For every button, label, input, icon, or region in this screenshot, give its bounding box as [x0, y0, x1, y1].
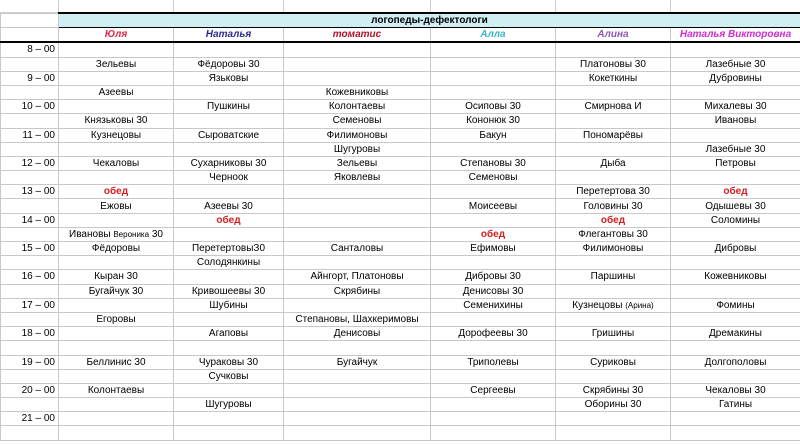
schedule-cell[interactable]: Азеевы — [59, 85, 174, 99]
schedule-cell[interactable] — [174, 227, 284, 241]
column-header-yulia[interactable]: Юля — [59, 28, 174, 43]
schedule-cell[interactable]: Сухарниковы 30 — [174, 156, 284, 170]
schedule-cell[interactable]: Ивановы — [671, 114, 800, 128]
schedule-cell[interactable]: Фёдоровы — [59, 242, 174, 256]
schedule-cell[interactable]: Соломины — [671, 213, 800, 227]
table-row — [1, 171, 800, 185]
corner-cell[interactable] — [1, 13, 59, 28]
schedule-table — [0, 12, 800, 441]
table-row — [1, 57, 800, 71]
schedule-cell[interactable] — [59, 398, 174, 412]
schedule-cell[interactable]: обед — [431, 227, 556, 241]
schedule-cell[interactable] — [556, 426, 671, 440]
schedule-cell[interactable]: Сыроватские — [174, 128, 284, 142]
schedule-cell[interactable] — [284, 383, 431, 397]
schedule-cell[interactable] — [671, 256, 800, 270]
table-row — [1, 256, 800, 270]
column-header-alla[interactable]: Алла — [431, 28, 556, 43]
schedule-cell[interactable] — [284, 199, 431, 213]
schedule-cell[interactable]: обед — [671, 185, 800, 199]
schedule-cell[interactable] — [556, 142, 671, 156]
table-row — [1, 270, 800, 284]
schedule-cell[interactable] — [556, 412, 671, 426]
schedule-cell[interactable]: Дибровы — [671, 242, 800, 256]
schedule-cell[interactable]: Филимоновы — [556, 242, 671, 256]
schedule-cell[interactable] — [59, 412, 174, 426]
schedule-cell[interactable]: Солодянкины — [174, 256, 284, 270]
time-cell[interactable] — [1, 85, 59, 99]
schedule-cell[interactable]: Кривошеевы 30 — [174, 284, 284, 298]
schedule-cell[interactable] — [174, 85, 284, 99]
schedule-cell[interactable]: Гатины — [671, 398, 800, 412]
schedule-cell[interactable] — [174, 142, 284, 156]
schedule-cell[interactable] — [671, 426, 800, 440]
schedule-cell[interactable] — [174, 412, 284, 426]
schedule-cell[interactable] — [284, 185, 431, 199]
schedule-cell[interactable]: Азеевы 30 — [174, 199, 284, 213]
schedule-cell[interactable]: Айнгорт, Платоновы — [284, 270, 431, 284]
table-row — [1, 199, 800, 213]
schedule-cell[interactable] — [59, 369, 174, 383]
schedule-cell[interactable] — [284, 42, 431, 57]
time-cell[interactable]: 15 – 00 — [1, 242, 59, 256]
schedule-cell[interactable] — [284, 213, 431, 227]
schedule-cell[interactable]: Перетертова 30 — [556, 185, 671, 199]
schedule-cell[interactable] — [556, 284, 671, 298]
schedule-cell[interactable]: Кожевниковы — [671, 270, 800, 284]
schedule-cell[interactable] — [556, 171, 671, 185]
schedule-cell[interactable]: обед — [556, 213, 671, 227]
time-cell[interactable] — [1, 284, 59, 298]
time-cell[interactable]: 11 – 00 — [1, 128, 59, 142]
time-cell[interactable]: 20 – 00 — [1, 383, 59, 397]
schedule-cell[interactable] — [556, 312, 671, 326]
schedule-cell[interactable]: Осиповы 30 — [431, 100, 556, 114]
schedule-cell[interactable] — [284, 71, 431, 85]
schedule-cell[interactable]: Чураковы 30 — [174, 355, 284, 369]
schedule-cell[interactable]: Кононюк 30 — [431, 114, 556, 128]
schedule-cell[interactable]: Бугайчук 30 — [59, 284, 174, 298]
schedule-cell[interactable]: Князьковы 30 — [59, 114, 174, 128]
time-cell[interactable] — [1, 398, 59, 412]
time-cell[interactable] — [1, 256, 59, 270]
table-row — [1, 355, 800, 369]
table-row — [1, 369, 800, 383]
table-row — [1, 341, 800, 355]
table-row — [1, 42, 800, 57]
schedule-cell[interactable]: Бугайчук — [284, 355, 431, 369]
table-row — [1, 284, 800, 298]
schedule-cell[interactable]: Ефимовы — [431, 242, 556, 256]
table-row — [1, 426, 800, 440]
time-cell[interactable]: 18 – 00 — [1, 327, 59, 341]
time-cell[interactable]: 10 – 00 — [1, 100, 59, 114]
schedule-cell[interactable]: ПеретертовыЗ0 — [174, 242, 284, 256]
time-cell[interactable] — [1, 341, 59, 355]
schedule-cell[interactable] — [59, 298, 174, 312]
table-row — [1, 242, 800, 256]
schedule-cell[interactable]: Агаповы — [174, 327, 284, 341]
schedule-cell[interactable]: Ивановы Вероника 30 — [59, 227, 174, 241]
schedule-cell[interactable] — [59, 42, 174, 57]
schedule-cell[interactable]: Михалевы 30 — [671, 100, 800, 114]
schedule-cell[interactable] — [174, 185, 284, 199]
schedule-cell[interactable]: Оборины 30 — [556, 398, 671, 412]
schedule-cell[interactable]: Черноок — [174, 171, 284, 185]
schedule-cell[interactable]: Степановы 30 — [431, 156, 556, 170]
time-cell[interactable] — [1, 57, 59, 71]
schedule-cell[interactable]: Дубровины — [671, 71, 800, 85]
schedule-cell[interactable] — [284, 426, 431, 440]
schedule-cell[interactable]: Колонтаевы — [59, 383, 174, 397]
table-row — [1, 227, 800, 241]
schedule-cell[interactable]: Триполевы — [431, 355, 556, 369]
schedule-cell[interactable]: Денисовы — [284, 327, 431, 341]
schedule-cell[interactable] — [59, 256, 174, 270]
schedule-cell[interactable]: Егоровы — [59, 312, 174, 326]
column-header-alina[interactable]: Алина — [556, 28, 671, 43]
schedule-cell[interactable] — [284, 341, 431, 355]
schedule-cell[interactable] — [671, 128, 800, 142]
schedule-cell[interactable]: Колонтаевы — [284, 100, 431, 114]
schedule-cell[interactable]: Флегантовы 30 — [556, 227, 671, 241]
schedule-cell[interactable]: Санталовы — [284, 242, 431, 256]
schedule-cell[interactable] — [59, 100, 174, 114]
schedule-cell[interactable] — [431, 426, 556, 440]
schedule-cell[interactable]: Чекаловы — [59, 156, 174, 170]
table-row — [1, 128, 800, 142]
schedule-cell[interactable]: Паршины — [556, 270, 671, 284]
schedule-cell[interactable] — [284, 412, 431, 426]
schedule-cell[interactable]: Суриковы — [556, 355, 671, 369]
schedule-cell[interactable]: Сергеевы — [431, 383, 556, 397]
schedule-cell[interactable]: Семенихины — [431, 298, 556, 312]
time-cell[interactable]: 19 – 00 — [1, 355, 59, 369]
schedule-cell[interactable]: обед — [59, 185, 174, 199]
schedule-cell[interactable]: Шугуровы — [284, 142, 431, 156]
schedule-cell[interactable]: Пушкины — [174, 100, 284, 114]
table-row — [1, 398, 800, 412]
schedule-cell[interactable] — [59, 142, 174, 156]
schedule-cell[interactable]: Дремакины — [671, 327, 800, 341]
schedule-cell[interactable] — [59, 327, 174, 341]
schedule-cell[interactable]: Смирнова И — [556, 100, 671, 114]
schedule-cell[interactable] — [431, 312, 556, 326]
schedule-cell[interactable]: Лазебные 30 — [671, 142, 800, 156]
schedule-cell[interactable] — [284, 398, 431, 412]
schedule-cell[interactable] — [59, 426, 174, 440]
time-cell[interactable]: 13 – 00 — [1, 185, 59, 199]
schedule-cell[interactable] — [284, 298, 431, 312]
schedule-cell[interactable]: Степановы, Шахкеримовы — [284, 312, 431, 326]
schedule-cell[interactable]: Зельевы — [59, 57, 174, 71]
schedule-cell[interactable] — [556, 114, 671, 128]
schedule-cell[interactable] — [59, 71, 174, 85]
table-row — [1, 71, 800, 85]
schedule-cell[interactable] — [431, 369, 556, 383]
schedule-cell[interactable] — [671, 412, 800, 426]
time-cell[interactable]: 21 – 00 — [1, 412, 59, 426]
table-row — [1, 142, 800, 156]
schedule-cell[interactable]: Скрябины — [284, 284, 431, 298]
schedule-cell[interactable] — [431, 213, 556, 227]
schedule-cell[interactable] — [556, 85, 671, 99]
schedule-cell[interactable] — [174, 341, 284, 355]
table-row — [1, 327, 800, 341]
schedule-cell[interactable]: Бакун — [431, 128, 556, 142]
schedule-cell[interactable] — [431, 85, 556, 99]
column-header-natalia[interactable]: Наталья — [174, 28, 284, 43]
time-cell[interactable]: 8 – 00 — [1, 42, 59, 57]
title-row — [1, 13, 800, 28]
schedule-cell[interactable]: Сучковы — [174, 369, 284, 383]
schedule-cell[interactable]: Дибровы 30 — [431, 270, 556, 284]
schedule-cell[interactable] — [556, 256, 671, 270]
schedule-cell[interactable]: Шубины — [174, 298, 284, 312]
schedule-cell[interactable]: обед — [174, 213, 284, 227]
time-cell[interactable]: 16 – 00 — [1, 270, 59, 284]
schedule-cell[interactable]: Филимоновы — [284, 128, 431, 142]
schedule-cell[interactable] — [284, 369, 431, 383]
schedule-cell[interactable]: Одышевы 30 — [671, 199, 800, 213]
schedule-cell[interactable] — [431, 341, 556, 355]
column-header-natalia-viktorovna[interactable]: Наталья Викторовна — [671, 28, 800, 43]
schedule-cell[interactable]: Кузнецовы — [59, 128, 174, 142]
schedule-cell[interactable]: Дыба — [556, 156, 671, 170]
schedule-cell[interactable] — [431, 142, 556, 156]
schedule-cell[interactable]: Головины 30 — [556, 199, 671, 213]
table-row — [1, 412, 800, 426]
schedule-cell[interactable]: Долгополовы — [671, 355, 800, 369]
time-cell[interactable] — [1, 199, 59, 213]
schedule-cell[interactable] — [431, 185, 556, 199]
schedule-cell[interactable]: Ежовы — [59, 199, 174, 213]
schedule-cell[interactable]: Беллинис 30 — [59, 355, 174, 369]
schedule-cell[interactable]: Кокеткины — [556, 71, 671, 85]
schedule-cell[interactable] — [671, 341, 800, 355]
schedule-cell[interactable]: Фомины — [671, 298, 800, 312]
table-row — [1, 85, 800, 99]
schedule-cell[interactable] — [284, 227, 431, 241]
schedule-cell[interactable] — [174, 383, 284, 397]
schedule-cell[interactable] — [174, 42, 284, 57]
schedule-cell[interactable]: Яковлевы — [284, 171, 431, 185]
schedule-cell[interactable]: Кузнецовы (Арина) — [556, 298, 671, 312]
schedule-cell[interactable] — [671, 369, 800, 383]
schedule-cell[interactable] — [556, 341, 671, 355]
schedule-cell[interactable]: Чекаловы 30 — [671, 383, 800, 397]
schedule-cell[interactable] — [671, 227, 800, 241]
schedule-cell[interactable] — [671, 42, 800, 57]
schedule-cell[interactable] — [431, 256, 556, 270]
schedule-cell[interactable] — [431, 398, 556, 412]
schedule-cell[interactable] — [556, 369, 671, 383]
schedule-cell[interactable]: Скрябины 30 — [556, 383, 671, 397]
cell-note: Вероника — [113, 229, 150, 239]
schedule-cell[interactable]: Платоновы 30 — [556, 57, 671, 71]
schedule-cell[interactable] — [284, 57, 431, 71]
schedule-cell[interactable]: Семеновы — [431, 171, 556, 185]
schedule-cell[interactable] — [431, 71, 556, 85]
schedule-cell[interactable]: Зельевы — [284, 156, 431, 170]
schedule-cell[interactable]: Гришины — [556, 327, 671, 341]
schedule-cell[interactable] — [174, 270, 284, 284]
header-corner-cell[interactable] — [1, 28, 59, 43]
time-cell[interactable]: 12 – 00 — [1, 156, 59, 170]
time-cell[interactable] — [1, 171, 59, 185]
time-cell[interactable]: 9 – 00 — [1, 71, 59, 85]
schedule-cell[interactable] — [556, 42, 671, 57]
time-cell[interactable] — [1, 426, 59, 440]
table-row — [1, 383, 800, 397]
schedule-cell[interactable] — [59, 171, 174, 185]
time-cell[interactable] — [1, 227, 59, 241]
table-row — [1, 298, 800, 312]
schedule-cell[interactable] — [431, 412, 556, 426]
table-row — [1, 185, 800, 199]
time-cell[interactable] — [1, 142, 59, 156]
time-cell[interactable] — [1, 369, 59, 383]
schedule-cell[interactable]: Пономарёвы — [556, 128, 671, 142]
schedule-cell[interactable]: Кожевниковы — [284, 85, 431, 99]
schedule-cell[interactable]: Язьковы — [174, 71, 284, 85]
schedule-cell[interactable]: Шугуровы — [174, 398, 284, 412]
schedule-cell[interactable]: Денисовы 30 — [431, 284, 556, 298]
schedule-cell[interactable]: Кыран 30 — [59, 270, 174, 284]
column-header-tomatis[interactable]: томатис — [284, 28, 431, 43]
column-header-row — [1, 28, 800, 43]
schedule-cell[interactable] — [59, 341, 174, 355]
schedule-cell[interactable]: Фёдоровы 30 — [174, 57, 284, 71]
cell-note: (Арина) — [625, 300, 654, 310]
schedule-cell[interactable] — [671, 85, 800, 99]
schedule-cell[interactable] — [174, 426, 284, 440]
table-row — [1, 100, 800, 114]
schedule-cell[interactable] — [431, 57, 556, 71]
sheet-title[interactable]: логопеды-дефектологи — [59, 13, 800, 28]
schedule-cell[interactable]: Лазебные 30 — [671, 57, 800, 71]
schedule-cell[interactable]: Моисеевы — [431, 199, 556, 213]
schedule-cell[interactable]: Дорофеевы 30 — [431, 327, 556, 341]
time-cell[interactable] — [1, 312, 59, 326]
schedule-cell[interactable] — [174, 312, 284, 326]
schedule-cell[interactable] — [671, 171, 800, 185]
schedule-cell[interactable] — [671, 312, 800, 326]
time-cell[interactable] — [1, 114, 59, 128]
schedule-cell[interactable] — [174, 114, 284, 128]
schedule-cell[interactable] — [59, 213, 174, 227]
table-row — [1, 312, 800, 326]
time-cell[interactable]: 17 – 00 — [1, 298, 59, 312]
time-cell[interactable]: 14 – 00 — [1, 213, 59, 227]
schedule-cell[interactable]: Петровы — [671, 156, 800, 170]
schedule-cell[interactable] — [671, 284, 800, 298]
schedule-cell[interactable] — [431, 42, 556, 57]
table-row — [1, 156, 800, 170]
schedule-cell[interactable]: Семеновы — [284, 114, 431, 128]
schedule-cell[interactable] — [284, 256, 431, 270]
table-row — [1, 213, 800, 227]
table-row — [1, 114, 800, 128]
